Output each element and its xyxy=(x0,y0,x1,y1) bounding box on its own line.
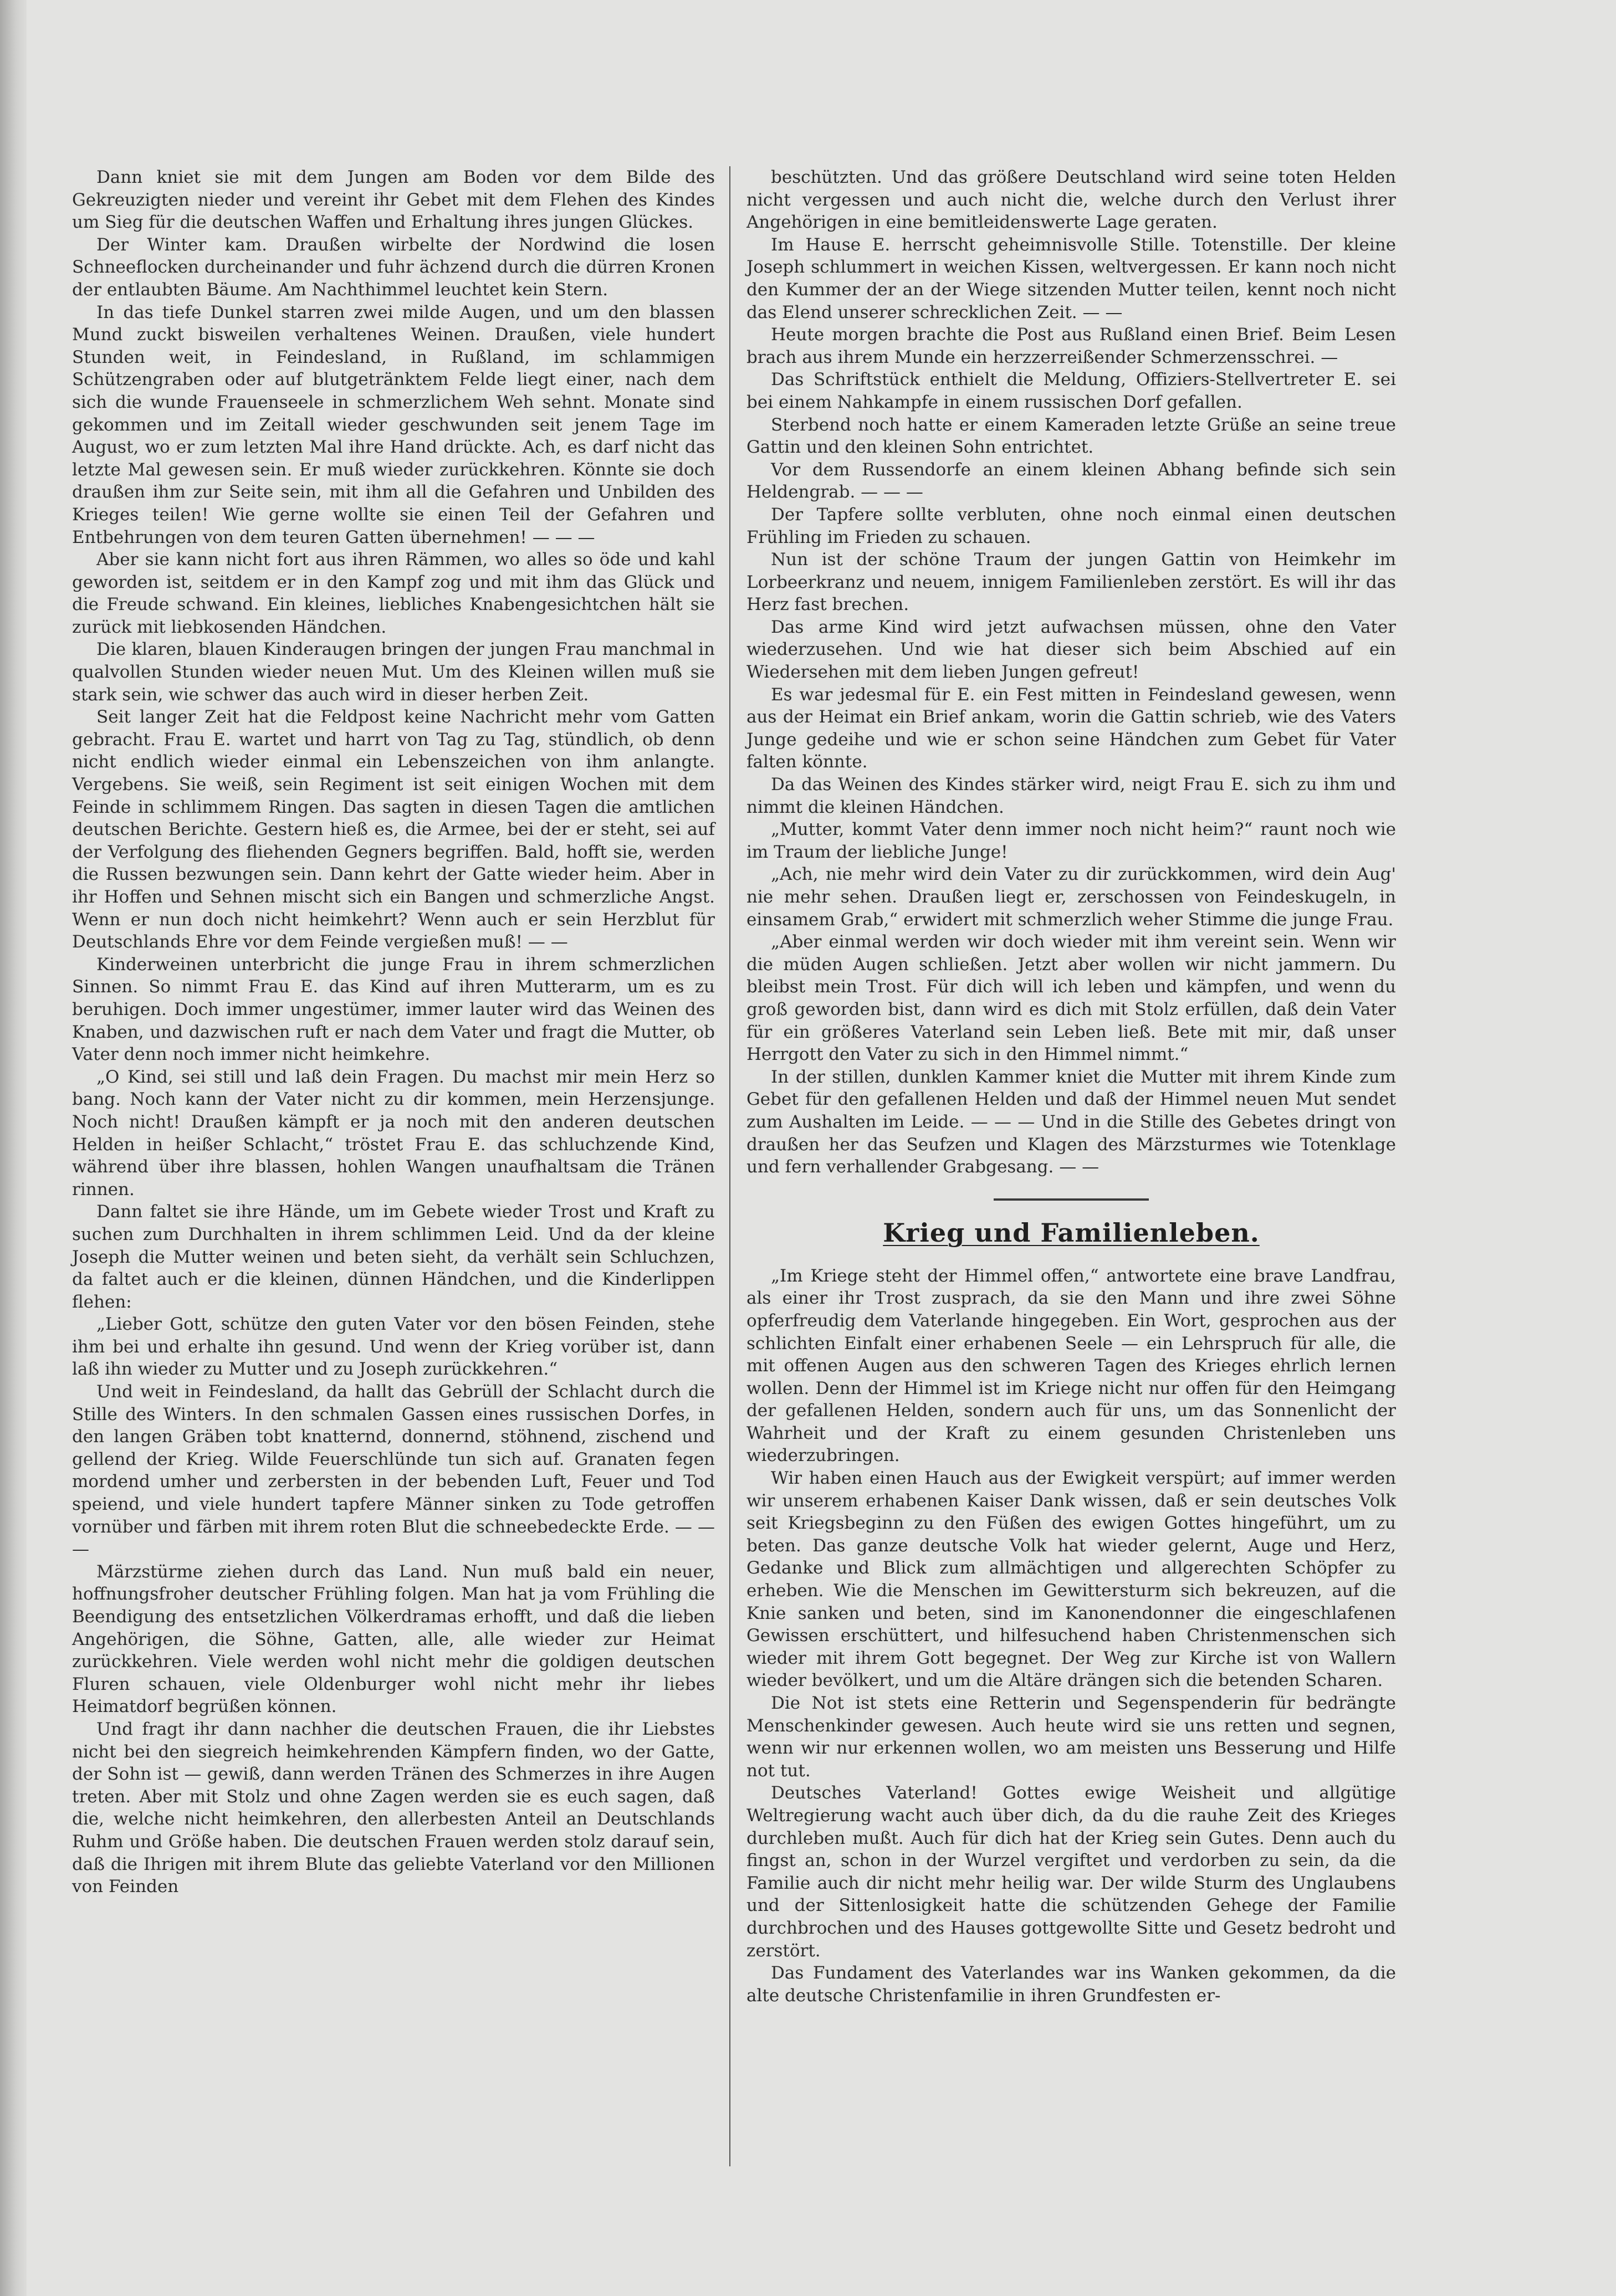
paragraph: Heute morgen brachte die Post aus Rußland einen Brief. Beim Lesen brach aus ihrem Munde ein herzzerreißender Schmerzensschrei. — xyxy=(746,325,1396,367)
paragraph: Aber sie kann nicht fort aus ihren Rämmen, wo alles so öde und kahl geworden ist, seitdem er in den Kampf zog und mit ihm das Glück und die Freude schwand. Ein kleines, liebliches Knabengesichtchen hält sie zurück mit liebkosenden Händchen. xyxy=(72,550,715,637)
section-divider xyxy=(994,1198,1149,1201)
right-column xyxy=(746,166,1396,2007)
paragraph: Im Hause E. herrscht geheimnisvolle Stille. Totenstille. Der kleine Joseph schlummert in weichen Kissen, weltvergessen. Er kann noch nicht den Kummer der an der Wiege sitzenden Mutter teilen, kennt noch nicht das Elend unserer schrecklichen Zeit. — — xyxy=(746,234,1396,322)
paragraph: Dann kniet sie mit dem Jungen am Boden vor dem Bilde des Gekreuzigten nieder und vereint ihr Gebet mit dem Flehen des Kindes um Sieg für die deutschen Waffen und Erhaltung ihres jungen Glückes. xyxy=(72,167,715,233)
paragraph: Das arme Kind wird jetzt aufwachsen müssen, ohne den Vater wiederzusehen. Und wie hat dieser sich beim Abschied auf ein Wiedersehen mit dem lieben Jungen gefreut! xyxy=(746,617,1396,683)
paragraph: Der Winter kam. Draußen wirbelte der Nordwind die losen Schneeflocken durcheinander und fuhr ächzend durch die dürren Kronen der entlaubten Bäume. Am Nachthimmel leuchtet kein Stern. xyxy=(72,234,715,300)
section-heading xyxy=(746,1216,1396,1249)
column-divider xyxy=(729,166,730,2166)
paragraph: Seit langer Zeit hat die Feldpost keine Nachricht mehr vom Gatten gebracht. Frau E. wartet und harrt von Tag zu Tag, stündlich, ob denn nicht endlich wieder einmal ein Lebenszeichen von ihm anlangte. Vergebens. Sie weiß, sein Regiment ist seit einigen Wochen mit dem Feinde in schlimmem Ringen. Das sagten in diesen Tagen die amtlichen deutschen Berichte. Gestern hieß es, die Armee, bei der er steht, sei auf der Verfolgung des fliehenden Gegners begriffen. Bald, hofft sie, werden die Russen bezwungen sein. Dann kehrt der Gatte wieder heim. Aber in ihr Hoffen und Sehnen mischt sich ein Bangen und schmerzliche Angst. Wenn er nun doch nicht heimkehrt? Wenn auch er sein Herzblut für Deutschlands Ehre vor dem Feinde vergießen muß! — — xyxy=(72,707,715,952)
paragraph: „Mutter, kommt Vater denn immer noch nicht heim?“ raunt noch wie im Traum der liebliche Junge! xyxy=(746,819,1396,862)
paragraph: In der stillen, dunklen Kammer kniet die Mutter mit ihrem Kinde zum Gebet für den gefallenen Helden und daß der Himmel neuen Mut sendet zum Aushalten im Leide. — — — Und in die Stille des Gebetes dringt von draußen her das Seufzen und Klagen des Märzsturmes wie Totenklage und fern verhallender Grabgesang. — — xyxy=(746,1067,1396,1177)
paragraph: Dann faltet sie ihre Hände, um im Gebete wieder Trost und Kraft zu suchen zum Durchhalten in ihrem schlimmen Leid. Und da der kleine Joseph die Mutter weinen und beten sieht, da verhält sein Schluchzen, da faltet auch er die kleinen, dünnen Händchen, und die Kinderlippen flehen: xyxy=(72,1202,715,1312)
paragraph: Der Tapfere sollte verbluten, ohne noch einmal einen deutschen Frühling im Frieden zu schauen. xyxy=(746,504,1396,547)
paragraph: Das Schriftstück enthielt die Meldung, Offiziers-Stellvertreter E. sei bei einem Nahkampfe in einem russischen Dorf gefallen. xyxy=(746,370,1396,412)
paragraph: In das tiefe Dunkel starren zwei milde Augen, und um den blassen Mund zuckt bisweilen verhaltenes Weinen. Draußen, viele hundert Stunden weit, in Feindesland, in Rußland, im schlammigen Schützengraben oder auf blutgetränktem Felde liegt einer, nach dem sich die wunde Frauenseele in schmerzlichem Weh sehnt. Monate sind gekommen und im Zeitall wieder geschwunden seit jenem Tage im August, wo er zum letzten Mal ihre Hand drückte. Ach, es darf nicht das letzte Mal gewesen sein. Er muß wieder zurückkehren. Könnte sie doch draußen ihm zur Seite sein, mit ihm all die Gefahren und Unbilden des Krieges teilen! Wie gerne wollte sie einen Teil der Gefahren und Entbehrungen von dem teuren Gatten übernehmen! — — — xyxy=(72,302,715,547)
paragraph: Es war jedesmal für E. ein Fest mitten in Feindesland gewesen, wenn aus der Heimat ein Brief ankam, worin die Gattin schrieb, wie des Vaters Junge gedeihe und wie er schon seine Händchen zum Gebet für Vater falten könnte. xyxy=(746,684,1396,772)
paragraph: Und fragt ihr dann nachher die deutschen Frauen, die ihr Liebstes nicht bei den siegreich heimkehrenden Kämpfern finden, wo der Gatte, der Sohn ist — gewiß, dann werden Tränen des Schmerzes in ihre Augen treten. Aber mit Stolz und ohne Zagen werden sie es euch sagen, daß die, welche nicht heimkehren, den allerbesten Anteil an Deutschlands Ruhm und Größe haben. Die deutschen Frauen werden stolz darauf sein, daß die Ihrigen mit ihrem Blute das geliebte Vaterland vor den Millionen von Feinden xyxy=(72,1719,715,1897)
paragraph: Nun ist der schöne Traum der jungen Gattin von Heimkehr im Lorbeerkranz und neuem, innigem Familienleben zerstört. Es will ihr das Herz fast brechen. xyxy=(746,550,1396,615)
paragraph: Die klaren, blauen Kinderaugen bringen der jungen Frau manchmal in qualvollen Stunden wieder neuen Mut. Um des Kleinen willen muß sie stark sein, wie schwer das auch wird in dieser herben Zeit. xyxy=(72,639,715,705)
paragraph: Wir haben einen Hauch aus der Ewigkeit verspürt; auf immer werden wir unserem erhabenen Kaiser Dank wissen, daß er sein deutsches Volk seit Kriegsbeginn zu den Füßen des ewigen Gottes hingeführt, um zu beten. Das ganze deutsche Volk hat wieder gelernt, Auge und Herz, Gedanke und Blick zum allmächtigen und allgerechten Schöpfer zu erheben. Wie die Menschen im Gewittersturm sich bekreuzen, auf die Knie sanken und beten, sind im Kanonendonner die eingeschlafenen Gewissen erschüttert, und hilfesuchend haben Christenmenschen sich wieder mit ihrem Gott begegnet. Der Weg zur Kirche ist von Wallern wieder bevölkert, und um die Altäre drängen sich die betenden Scharen. xyxy=(746,1468,1396,1691)
book-spine-shadow xyxy=(0,0,27,2296)
paragraph: „O Kind, sei still und laß dein Fragen. Du machst mir mein Herz so bang. Noch kann der Vater nicht zu dir kommen, mein Herzensjunge. Noch nicht! Draußen kämpft er ja noch mit den anderen deutschen Helden in heißer Schlacht,“ tröstet Frau E. das schluchzende Kind, während über ihre blassen, hohlen Wangen unaufhaltsam die Tränen rinnen. xyxy=(72,1067,715,1200)
section-heading-text: Krieg und Familienleben. xyxy=(883,1217,1260,1248)
left-column xyxy=(72,166,715,1898)
paragraph: Da das Weinen des Kindes stärker wird, neigt Frau E. sich zu ihm und nimmt die kleinen Händchen. xyxy=(746,775,1396,817)
paragraph: Sterbend noch hatte er einem Kameraden letzte Grüße an seine treue Gattin und den kleinen Sohn entrichtet. xyxy=(746,414,1396,458)
paragraph: Märzstürme ziehen durch das Land. Nun muß bald ein neuer, hoffnungsfroher deutscher Frühling folgen. Man hat ja vom Frühling die Beendigung des entsetzlichen Völkerdramas erhofft, und daß die lieben Angehörigen, die Söhne, Gatten, alle, alle wieder zur Heimat zurückkehren. Viele werden wohl nicht mehr die goldigen deutschen Fluren schauen, viele Oldenburger wohl nicht mehr ihr liebes Heimatdorf begrüßen können. xyxy=(72,1561,715,1717)
paragraph: beschützten. Und das größere Deutschland wird seine toten Helden nicht vergessen und auch nicht die, welche durch den Verlust ihrer Angehörigen in eine bemitleidenswerte Lage geraten. xyxy=(746,167,1396,233)
paragraph: „Im Kriege steht der Himmel offen,“ antwortete eine brave Landfrau, als einer ihr Trost zusprach, da sie den Mann und ihre zwei Söhne opferfreudig dem Vaterlande hingegeben. Ein Wort, gesprochen aus der schlichten Einfalt einer erhabenen Seele — ein Lehrspruch für alle, die mit offenen Augen aus den schweren Tagen des Krieges ehrlich lernen wollen. Denn der Himmel ist im Kriege nicht nur offen für den Heimgang der gefallenen Helden, sondern auch für uns, um das Sonnenlicht der Wahrheit und der Kraft zu einem gesunden Christenleben uns wiederzubringen. xyxy=(746,1265,1396,1466)
paragraph: Die Not ist stets eine Retterin und Segenspenderin für bedrängte Menschenkinder gewesen. Auch heute wird sie uns retten und segnen, wenn wir nur erkennen wollen, wo am meisten uns Besserung und Hilfe not tut. xyxy=(746,1693,1396,1781)
paragraph: Das Fundament des Vaterlandes war ins Wanken gekommen, da die alte deutsche Christenfamilie in ihren Grundfesten er- xyxy=(746,1963,1396,2006)
paragraph: Und weit in Feindesland, da hallt das Gebrüll der Schlacht durch die Stille des Winters. In den schmalen Gassen eines russischen Dorfes, in den langen Gräben tobt knatternd, donnernd, stöhnend, zischend und gellend der Krieg. Wilde Feuerschlünde tun sich auf. Granaten fegen mordend umher und zerbersten in der bebenden Luft, Feuer und Tod speiend, und viele hundert tapfere Männer sinken zu Tode getroffen vornüber und färben mit ihrem roten Blut die schneebedeckte Erde. — — — xyxy=(72,1382,715,1560)
paragraph: „Ach, nie mehr wird dein Vater zu dir zurückkommen, wird dein Aug' nie mehr sehen. Draußen liegt er, zerschossen von Feindeskugeln, in einsamem Grab,“ erwidert mit schmerzlich weher Stimme die junge Frau. xyxy=(746,864,1396,930)
paragraph: Kinderweinen unterbricht die junge Frau in ihrem schmerzlichen Sinnen. So nimmt Frau E. das Kind auf ihren Mutterarm, um es zu beruhigen. Doch immer ungestümer, immer lauter wird das Weinen des Knaben, und dazwischen ruft er nach dem Vater und fragt die Mutter, ob Vater denn noch immer nicht heimkehre. xyxy=(72,954,715,1065)
paragraph: „Aber einmal werden wir doch wieder mit ihm vereint sein. Wenn wir die müden Augen schließen. Jetzt aber wollen wir nicht jammern. Du bleibst mein Trost. Für dich will ich leben und kämpfen, und wenn du groß geworden bist, dann wird es dich mit Stolz erfüllen, daß dein Vater für ein größeres Vaterland sein Leben ließ. Bete mit mir, daß unser Herrgott den Vater zu sich in den Himmel nimmt.“ xyxy=(746,932,1396,1065)
paragraph: „Lieber Gott, schütze den guten Vater vor den bösen Feinden, stehe ihm bei und erhalte ihn gesund. Und wenn der Krieg vorüber ist, dann laß ihn wieder zu Mutter und zu Joseph zurückkehren.“ xyxy=(72,1314,715,1380)
paragraph: Deutsches Vaterland! Gottes ewige Weisheit und allgütige Weltregierung wacht auch über dich, da du die rauhe Zeit des Krieges durchleben mußt. Auch für dich hat der Krieg sein Gutes. Denn auch du fingst an, schon in der Wurzel vergiftet und verdorben zu sein, da die Familie auch dir nicht mehr heilig war. Der wilde Sturm des Unglaubens und der Sittenlosigkeit hatte die schützenden Gehege der Familie durchbrochen und des Hauses gottgewollte Sitte und Gesetz bedroht und zerstört. xyxy=(746,1783,1396,1961)
paragraph: Vor dem Russendorfe an einem kleinen Abhang befinde sich sein Heldengrab. — — — xyxy=(746,459,1396,503)
